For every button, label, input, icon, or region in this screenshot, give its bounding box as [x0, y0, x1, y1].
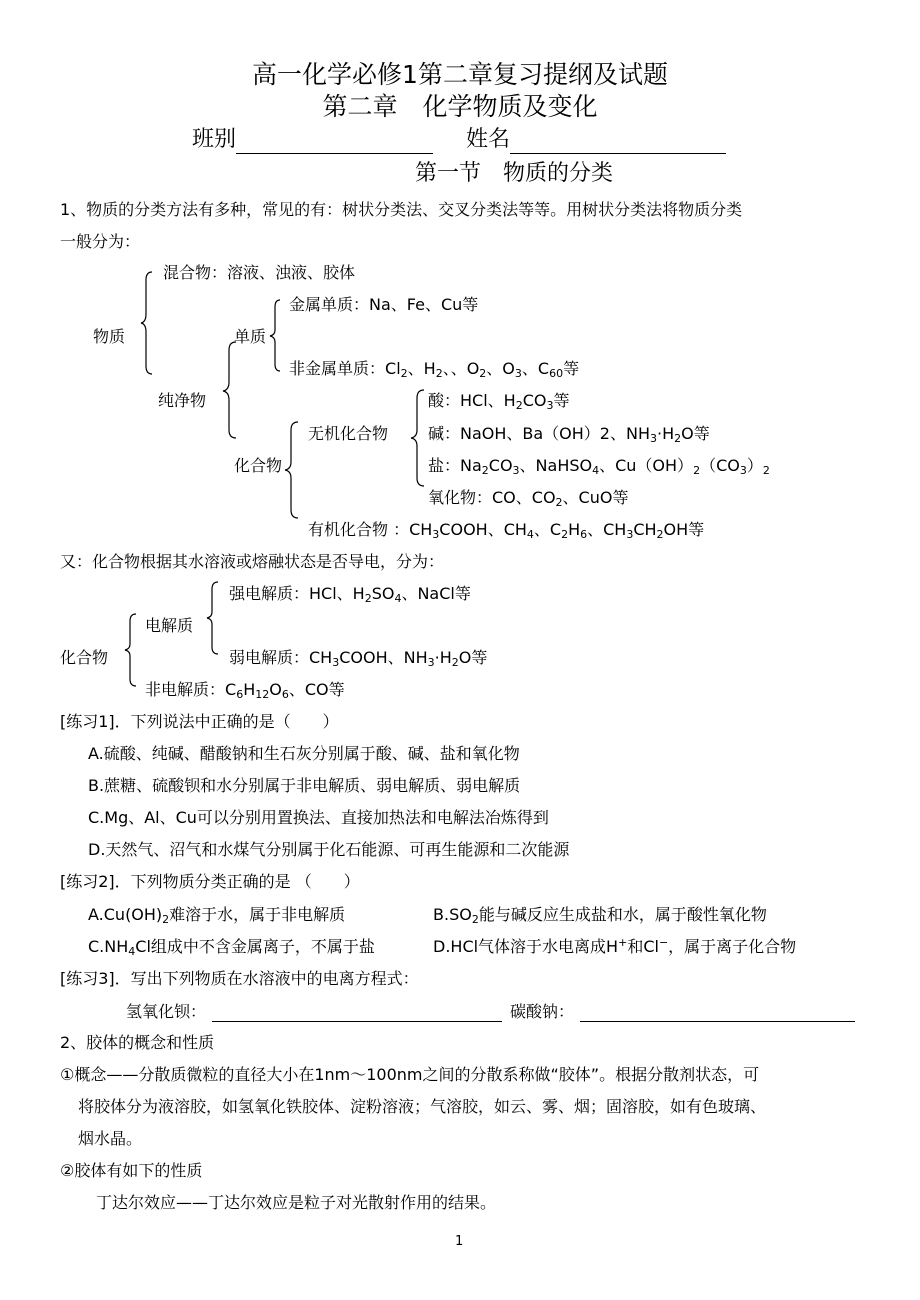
exercise3-answer-1[interactable]: 氢氧化钡： [126, 1001, 502, 1022]
brace-icon [206, 580, 222, 655]
tree2-intro: 又：化合物根据其水溶液或熔融状态是否导电，分为： [60, 552, 445, 571]
exercise2-question: [练习2]．下列物质分类正确的是 （ ） [60, 872, 360, 891]
point2-concept-line2: 将胶体分为液溶胶，如氢氧化铁胶体、淀粉溶液；气溶胶，如云、雾、烟；固溶胶，如有色玻璃、 [78, 1097, 767, 1116]
point2-property-heading: ②胶体有如下的性质 [60, 1161, 203, 1180]
name-blank[interactable] [510, 131, 726, 154]
tree2-weak: 弱电解质：$CH_3COOH$、$NH_3\cdot H_2O$等 [229, 648, 488, 669]
brace-icon [410, 388, 426, 488]
name-label: 姓名 [466, 127, 511, 152]
class-field[interactable] [192, 126, 433, 154]
tree1-compound: 化合物 [234, 456, 283, 475]
exercise1-option-c[interactable]: C.Mg、Al、Cu可以分别用置换法、直接加热法和电解法冶炼得到 [88, 808, 549, 827]
tree1-pure: 纯净物 [158, 391, 207, 410]
tree1-root: 物质 [93, 327, 126, 346]
point1-line2: 一般分为： [60, 232, 141, 251]
point2-tyndall: 丁达尔效应——丁达尔效应是粒子对光散射作用的结果。 [96, 1193, 497, 1212]
tree1-mixture: 混合物：溶液、浊液、胶体 [163, 263, 356, 282]
page-number: 1 [455, 1234, 464, 1249]
point1-line1: 1、物质的分类方法有多种，常见的有：树状分类法、交叉分类法等等。用树状分类法将物质分类 [60, 200, 743, 219]
answer-blank-2[interactable] [580, 1001, 855, 1022]
brace-icon [269, 298, 283, 373]
brace-icon [284, 420, 300, 520]
brace-icon [222, 340, 238, 440]
tree1-acid: 酸：HCl、$H_2CO_3$等 [428, 391, 570, 412]
chapter-title: 第二章 化学物质及变化 [322, 92, 598, 121]
exercise1-option-b[interactable]: B.蔗糖、硫酸钡和水分别属于非电解质、弱电解质、弱电解质 [88, 776, 521, 795]
class-label: 班别 [192, 127, 237, 152]
point2-concept-line3: 烟水晶。 [78, 1129, 143, 1148]
exercise2-option-b[interactable]: $B.SO_2$能与碱反应生成盐和水，属于酸性氧化物 [433, 905, 767, 926]
brace-icon [124, 612, 140, 687]
brace-icon [140, 270, 156, 375]
exercise2-option-a[interactable]: $A.Cu(OH)_2$难溶于水，属于非电解质 [88, 905, 346, 926]
exercise1-question: [练习1]．下列说法中正确的是（ ） [60, 712, 339, 731]
point2-heading: 2、胶体的概念和性质 [60, 1033, 215, 1052]
tree2-electrolyte: 电解质 [145, 616, 194, 635]
tree1-base: 碱：NaOH、Ba（OH）2、$NH_3\cdot H_2O$等 [428, 424, 710, 445]
tree2-root: 化合物 [60, 648, 109, 667]
tree1-nonmetal: 非金属单质：$Cl_2$、$H_2$、、$O_2$、$O_3$、$C_{60}$等 [289, 359, 580, 380]
section-title: 第一节 物质的分类 [415, 161, 614, 186]
tree1-salt: 盐：$Na_2CO_3$、NaHSO$_4$、$Cu(OH)_2(CO_3)_2$ [428, 456, 770, 477]
exercise1-option-d[interactable]: D.天然气、沼气和水煤气分别属于化石能源、可再生能源和二次能源 [88, 840, 570, 859]
answer-blank-1[interactable] [212, 1001, 502, 1022]
exercise3-answer-2[interactable]: 碳酸钠： [510, 1001, 855, 1022]
document-title: 高一化学必修1第二章复习提纲及试题 [252, 60, 668, 89]
name-field[interactable] [466, 126, 726, 154]
exercise1-option-a[interactable]: A.硫酸、纯碱、醋酸钠和生石灰分别属于酸、碱、盐和氧化物 [88, 744, 520, 763]
tree1-oxide: 氧化物：CO、$CO_2$、CuO等 [428, 488, 629, 509]
exercise2-option-d[interactable]: D.HCl气体溶于水电离成H+和Cl−，属于离子化合物 [433, 936, 797, 956]
tree2-nonelectrolyte: 非电解质：$C_6H_{12}O_6$、CO等 [145, 680, 345, 701]
class-blank[interactable] [236, 131, 433, 154]
exercise3-question: [练习3]．写出下列物质在水溶液中的电离方程式： [60, 969, 419, 988]
tree1-organic: 有机化合物 ：$CH_3COOH$、$CH_4$、$C_2H_6$、$CH_3CH_2OH$等 [308, 520, 705, 541]
tree1-metal: 金属单质：Na、Fe、Cu等 [289, 295, 479, 314]
tree2-strong: 强电解质：HCl、$H_2SO_4$、NaCl等 [229, 584, 471, 605]
tree1-inorganic: 无机化合物 [308, 424, 389, 443]
point2-concept-line1: ①概念——分散质微粒的直径大小在1nm～100nm之间的分散系称做“胶体”。根据分散剂状态，可 [60, 1065, 760, 1084]
exercise2-option-c[interactable]: $C.NH_4Cl$组成中不含金属离子，不属于盐 [88, 937, 375, 958]
tree1-element: 单质 [234, 327, 267, 346]
